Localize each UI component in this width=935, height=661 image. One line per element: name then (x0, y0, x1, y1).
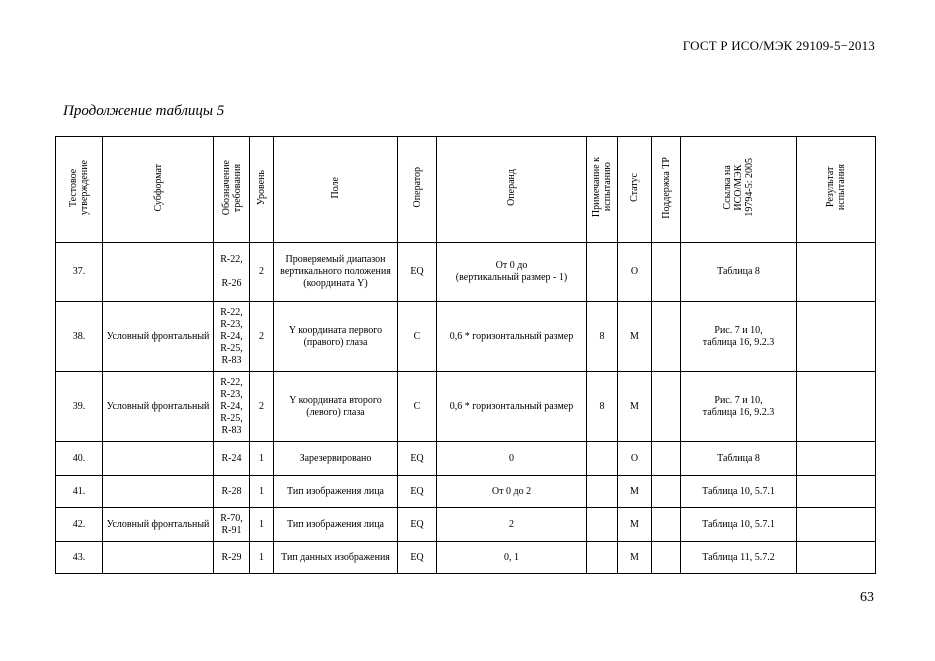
cell-subformat: Условный фронтальный (103, 508, 214, 542)
cell-operand: 2 (437, 508, 587, 542)
cell-note: 8 (587, 302, 618, 372)
cell-operand: 0, 1 (437, 542, 587, 574)
cell-operand: 0,6 * горизонтальный размер (437, 372, 587, 442)
cell-note (587, 442, 618, 476)
cell-ref: Рис. 7 и 10, таблица 16, 9.2.3 (681, 372, 797, 442)
col-field: Поле (274, 137, 398, 243)
cell-ref: Таблица 8 (681, 442, 797, 476)
cell-operator: EQ (398, 542, 437, 574)
table-row (56, 542, 876, 574)
cell-num: 40. (56, 442, 103, 476)
cell-note (587, 243, 618, 302)
cell-result (797, 302, 876, 372)
cell-operand: 0 (437, 442, 587, 476)
cell-num: 37. (56, 243, 103, 302)
cell-result (797, 476, 876, 508)
cell-num: 41. (56, 476, 103, 508)
cell-operand: От 0 до (вертикальный размер - 1) (437, 243, 587, 302)
cell-field: Тип данных изображения (274, 542, 398, 574)
cell-req: R-28 (214, 476, 250, 508)
cell-status: M (618, 508, 652, 542)
cell-note (587, 542, 618, 574)
cell-level: 1 (250, 542, 274, 574)
cell-result (797, 372, 876, 442)
cell-status: M (618, 542, 652, 574)
col-requirement-id: Обозначение требования (214, 137, 250, 243)
cell-status: O (618, 442, 652, 476)
cell-level: 2 (250, 372, 274, 442)
cell-level: 1 (250, 442, 274, 476)
cell-status: M (618, 476, 652, 508)
cell-req: R-29 (214, 542, 250, 574)
cell-subformat: Условный фронтальный (103, 302, 214, 372)
table-row (56, 302, 876, 372)
col-tp-support: Поддержка TP (652, 137, 681, 243)
cell-status: M (618, 372, 652, 442)
cell-subformat (103, 476, 214, 508)
cell-tp (652, 476, 681, 508)
cell-req: R-22, R-26 (214, 243, 250, 302)
cell-operator: EQ (398, 508, 437, 542)
cell-field: Проверяемый диапазон вертикального положения (координата Y) (274, 243, 398, 302)
cell-result (797, 243, 876, 302)
cell-req: R-22, R-23, R-24, R-25, R-83 (214, 372, 250, 442)
col-level: Уровень (250, 137, 274, 243)
cell-num: 39. (56, 372, 103, 442)
cell-req: R-70, R-91 (214, 508, 250, 542)
cell-note (587, 508, 618, 542)
col-test-result: Результат испытания (797, 137, 876, 243)
cell-req: R-24 (214, 442, 250, 476)
cell-subformat (103, 542, 214, 574)
cell-subformat: Условный фронтальный (103, 372, 214, 442)
col-test-statement: Тестовое утверждение (56, 137, 103, 243)
col-reference: Ссылка на ИСО/МЭК 19794-5: 2005 (681, 137, 797, 243)
cell-operand: 0,6 * горизонтальный размер (437, 302, 587, 372)
cell-field: Зарезервировано (274, 442, 398, 476)
cell-tp (652, 542, 681, 574)
col-test-note: Примечание к испытанию (587, 137, 618, 243)
cell-tp (652, 442, 681, 476)
cell-operator: C (398, 302, 437, 372)
cell-status: M (618, 302, 652, 372)
cell-tp (652, 243, 681, 302)
col-operator: Оператор (398, 137, 437, 243)
cell-ref: Таблица 10, 5.7.1 (681, 508, 797, 542)
table-caption: Продолжение таблицы 5 (63, 103, 225, 119)
cell-ref: Рис. 7 и 10, таблица 16, 9.2.3 (681, 302, 797, 372)
cell-result (797, 442, 876, 476)
cell-operand: От 0 до 2 (437, 476, 587, 508)
cell-field: Тип изображения лица (274, 508, 398, 542)
cell-field: Y координата второго (левого) глаза (274, 372, 398, 442)
cell-operator: C (398, 372, 437, 442)
col-status: Статус (618, 137, 652, 243)
cell-ref: Таблица 11, 5.7.2 (681, 542, 797, 574)
table-row (56, 442, 876, 476)
cell-num: 38. (56, 302, 103, 372)
cell-subformat (103, 442, 214, 476)
col-operand: Операнд (437, 137, 587, 243)
cell-status: O (618, 243, 652, 302)
table-row (56, 508, 876, 542)
cell-operator: EQ (398, 476, 437, 508)
cell-ref: Таблица 10, 5.7.1 (681, 476, 797, 508)
cell-operator: EQ (398, 243, 437, 302)
cell-result (797, 508, 876, 542)
page-number: 63 (860, 590, 874, 605)
cell-level: 1 (250, 476, 274, 508)
cell-result (797, 542, 876, 574)
cell-subformat (103, 243, 214, 302)
table-row (56, 476, 876, 508)
cell-ref: Таблица 8 (681, 243, 797, 302)
requirements-table (55, 136, 876, 574)
cell-tp (652, 508, 681, 542)
cell-note: 8 (587, 372, 618, 442)
table-row (56, 243, 876, 302)
cell-level: 2 (250, 243, 274, 302)
table-row (56, 372, 876, 442)
cell-req: R-22, R-23, R-24, R-25, R-83 (214, 302, 250, 372)
col-subformat: Субформат (103, 137, 214, 243)
table-header-row (56, 137, 876, 243)
document-header: ГОСТ Р ИСО/МЭК 29109-5−2013 (682, 38, 875, 53)
cell-num: 43. (56, 542, 103, 574)
cell-level: 2 (250, 302, 274, 372)
cell-operator: EQ (398, 442, 437, 476)
cell-tp (652, 372, 681, 442)
cell-tp (652, 302, 681, 372)
cell-field: Тип изображения лица (274, 476, 398, 508)
cell-field: Y координата первого (правого) глаза (274, 302, 398, 372)
cell-num: 42. (56, 508, 103, 542)
cell-note (587, 476, 618, 508)
cell-level: 1 (250, 508, 274, 542)
